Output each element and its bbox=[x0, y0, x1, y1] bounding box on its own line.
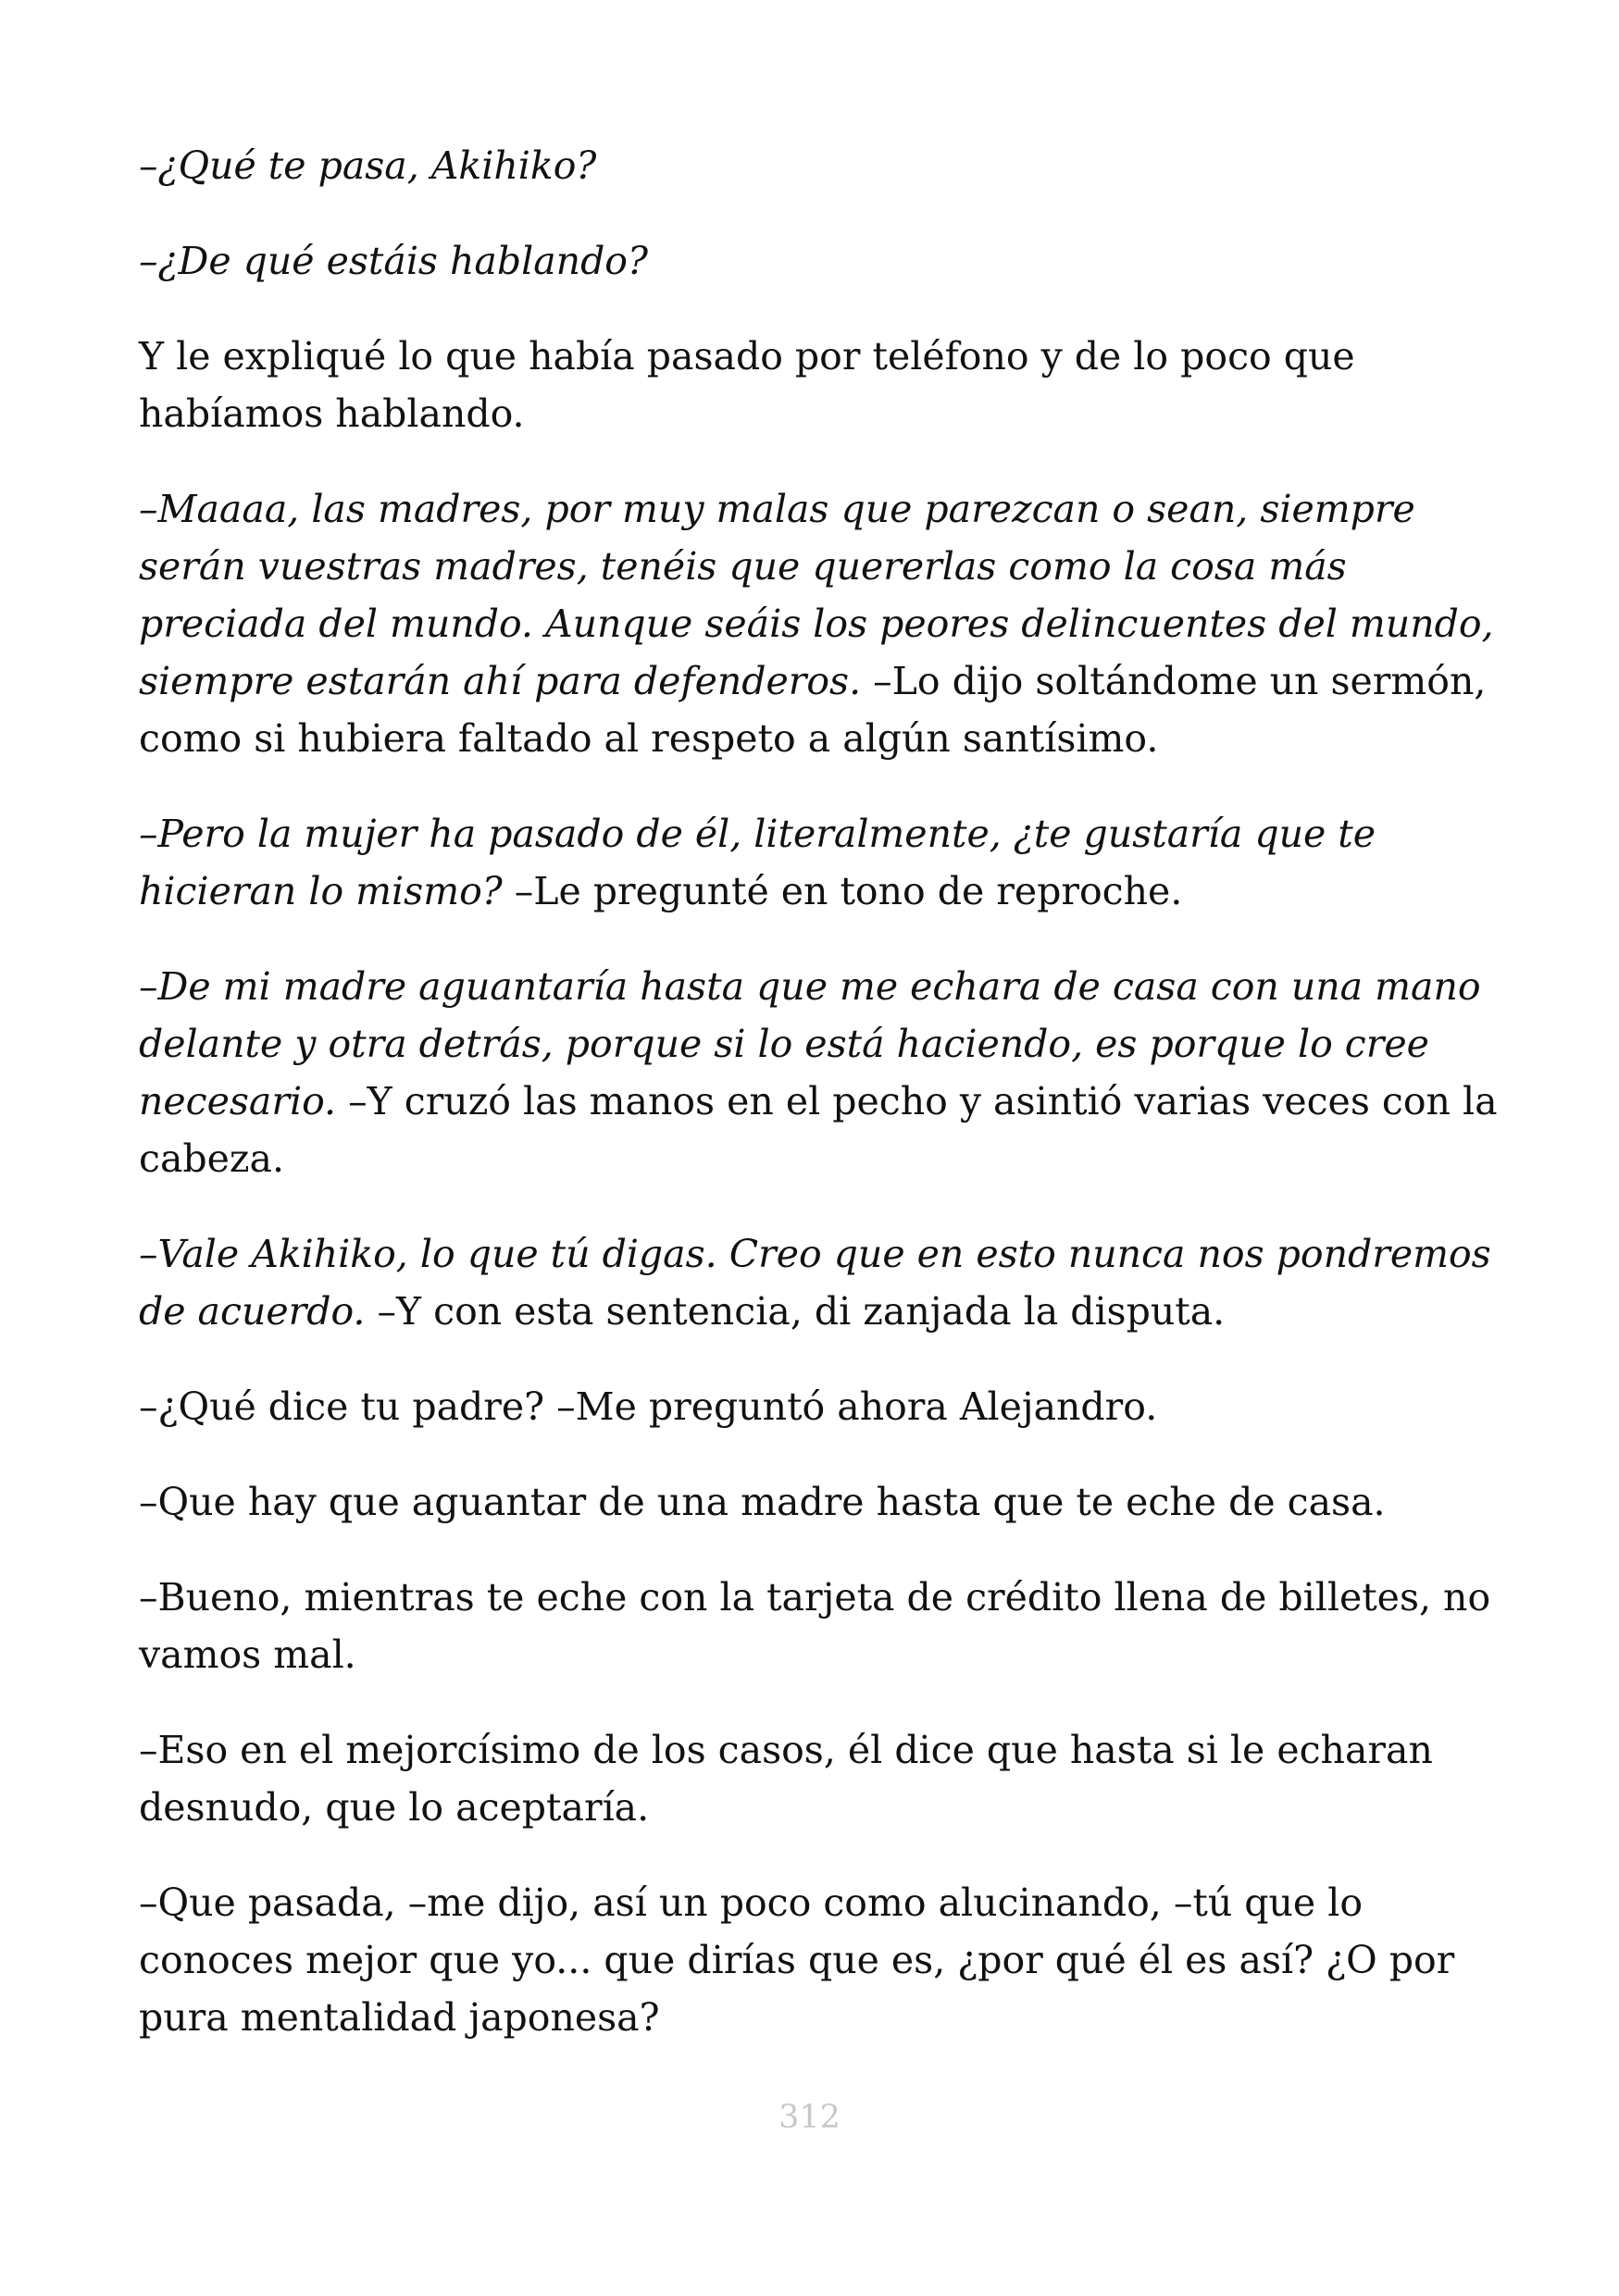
text-segment: –Bueno, mientras te eche con la tarjeta de crédito llena de billetes, no vamos mal. bbox=[139, 1575, 1491, 1677]
text-segment: Y le expliqué lo que había pasado por teléfono y de lo poco que habíamos hablando. bbox=[139, 334, 1355, 436]
paragraph-11 bbox=[139, 1721, 1509, 1836]
paragraph-2 bbox=[139, 232, 1509, 290]
paragraph-1 bbox=[139, 137, 1509, 194]
text-segment: –Y con esta sentencia, di zanjada la disputa. bbox=[365, 1289, 1226, 1334]
text-segment: –¿De qué estáis hablando? bbox=[139, 239, 648, 283]
paragraph-4 bbox=[139, 480, 1509, 767]
text-segment: –De mi madre aguantaría hasta que me echara de casa con una mano delante y otra detrás, porque si lo está haciendo, es porque lo cree necesario. bbox=[139, 964, 1481, 1123]
text-segment: –Que pasada, –me dijo, así un poco como alucinando, –tú que lo conoces mejor que yo... que dirías que es, ¿por qué él es así? ¿O por pura mentalidad japonesa? bbox=[139, 1880, 1455, 2040]
paragraph-6 bbox=[139, 958, 1509, 1187]
text-segment: –Vale Akihiko, lo que tú digas. Creo que en esto nunca nos pondremos de acuerdo. bbox=[139, 1232, 1491, 1334]
text-segment: –Le pregunté en tono de reproche. bbox=[502, 869, 1183, 913]
paragraph-12 bbox=[139, 1874, 1509, 2046]
text-segment: –¿Qué te pasa, Akihiko? bbox=[139, 143, 597, 188]
paragraph-5 bbox=[139, 805, 1509, 920]
body-text bbox=[139, 137, 1509, 2084]
page-number: 312 bbox=[778, 2099, 841, 2136]
text-segment: –Que hay que aguantar de una madre hasta que te eche de casa. bbox=[139, 1480, 1386, 1524]
text-segment: –Pero la mujer ha pasado de él, literalmente, ¿te gustaría que te hicieran lo mismo? bbox=[139, 812, 1376, 913]
text-segment: –Y cruzó las manos en el pecho y asintió varias veces con la cabeza. bbox=[139, 1079, 1498, 1181]
paragraph-10 bbox=[139, 1569, 1509, 1683]
text-segment: –Lo dijo soltándome un sermón, como si hubiera faltado al respeto a algún santísimo. bbox=[139, 659, 1487, 761]
paragraph-8 bbox=[139, 1378, 1509, 1435]
paragraph-3 bbox=[139, 328, 1509, 442]
text-segment: –¿Qué dice tu padre? –Me preguntó ahora Alejandro. bbox=[139, 1384, 1158, 1429]
text-segment: –Eso en el mejorcísimo de los casos, él dice que hasta si le echaran desnudo, que lo aceptaría. bbox=[139, 1728, 1433, 1830]
text-segment: –Maaaa, las madres, por muy malas que parezcan o sean, siempre serán vuestras madres, tenéis que quererlas como la cosa más preciada del mundo. Aunque seáis los peores delincuentes del mundo, siempre estarán ahí para defenderos. bbox=[139, 487, 1494, 703]
paragraph-9 bbox=[139, 1473, 1509, 1531]
paragraph-7 bbox=[139, 1225, 1509, 1340]
